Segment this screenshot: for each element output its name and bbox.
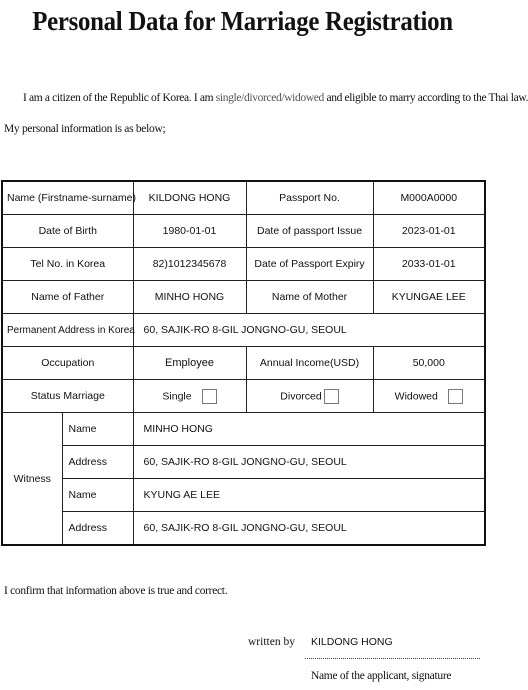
witness-1-name-label: Name xyxy=(62,413,133,446)
occupation-value[interactable]: Employee xyxy=(133,347,246,380)
table-row xyxy=(2,281,485,314)
intro-statement xyxy=(23,92,528,104)
name-label: Name (Firstname-surname) xyxy=(2,181,133,215)
passport-issue-label: Date of passport Issue xyxy=(246,215,373,248)
witness-2-address-value[interactable]: 60, SAJIK-RO 8-GIL JONGNO-GU, SEOUL xyxy=(133,512,485,546)
table-row xyxy=(2,248,485,281)
intro-line-2: My personal information is as below; xyxy=(4,123,166,135)
divorced-checkbox[interactable] xyxy=(324,389,339,404)
table-row xyxy=(2,181,485,215)
written-by-label: written by xyxy=(248,636,295,648)
table-row xyxy=(2,380,485,413)
mother-value[interactable]: KYUNGAE LEE xyxy=(373,281,485,314)
table-row xyxy=(2,479,485,512)
signature-line xyxy=(305,658,480,659)
name-value[interactable]: KILDONG HONG xyxy=(133,181,246,215)
status-option-divorced[interactable] xyxy=(246,380,373,413)
widowed-checkbox[interactable] xyxy=(448,389,463,404)
passport-expiry-value[interactable]: 2033-01-01 xyxy=(373,248,485,281)
income-value[interactable]: 50,000 xyxy=(373,347,485,380)
dob-value[interactable]: 1980-01-01 xyxy=(133,215,246,248)
status-option-widowed[interactable] xyxy=(373,380,485,413)
passport-expiry-label: Date of Passport Expiry xyxy=(246,248,373,281)
passport-value[interactable]: M000A0000 xyxy=(373,181,485,215)
witness-2-address-label: Address xyxy=(62,512,133,546)
dob-label: Date of Birth xyxy=(2,215,133,248)
table-row xyxy=(2,347,485,380)
father-value[interactable]: MINHO HONG xyxy=(133,281,246,314)
single-checkbox[interactable] xyxy=(202,389,217,404)
document-title: Personal Data for Marriage Registration xyxy=(32,6,453,36)
address-value[interactable]: 60, SAJIK-RO 8-GIL JONGNO-GU, SEOUL xyxy=(133,314,485,347)
father-label: Name of Father xyxy=(2,281,133,314)
table-row xyxy=(2,446,485,479)
table-row xyxy=(2,413,485,446)
income-label: Annual Income(USD) xyxy=(246,347,373,380)
status-divorced-label: Divorced xyxy=(280,389,322,402)
tel-value[interactable]: 82)1012345678 xyxy=(133,248,246,281)
tel-label: Tel No. in Korea xyxy=(2,248,133,281)
signature-caption: Name of the applicant, signature xyxy=(311,670,452,682)
marital-status-choice: single/divorced/widowed xyxy=(215,92,324,104)
witness-1-name-value[interactable]: MINHO HONG xyxy=(133,413,485,446)
witness-label: Witness xyxy=(2,413,62,546)
applicant-name[interactable]: KILDONG HONG xyxy=(311,636,393,648)
witness-1-address-label: Address xyxy=(62,446,133,479)
table-row xyxy=(2,314,485,347)
witness-2-name-value[interactable]: KYUNG AE LEE xyxy=(133,479,485,512)
intro-text-start: I am a citizen of the Republic of Korea. I am xyxy=(23,92,216,104)
status-label: Status Marriage xyxy=(2,380,133,413)
witness-2-name-label: Name xyxy=(62,479,133,512)
passport-issue-value[interactable]: 2023-01-01 xyxy=(373,215,485,248)
status-single-label: Single xyxy=(162,389,192,402)
table-row xyxy=(2,512,485,546)
address-label: Permanent Address in Korea xyxy=(2,314,133,347)
witness-1-address-value[interactable]: 60, SAJIK-RO 8-GIL JONGNO-GU, SEOUL xyxy=(133,446,485,479)
occupation-label: Occupation xyxy=(2,347,133,380)
table-row xyxy=(2,215,485,248)
personal-data-table xyxy=(1,180,486,546)
intro-text-end: and eligible to marry according to the Thai law. xyxy=(323,92,528,104)
mother-label: Name of Mother xyxy=(246,281,373,314)
status-option-single[interactable] xyxy=(133,380,246,413)
passport-label: Passport No. xyxy=(246,181,373,215)
status-widowed-label: Widowed xyxy=(394,389,438,402)
confirmation-statement: I confirm that information above is true and correct. xyxy=(4,585,228,597)
